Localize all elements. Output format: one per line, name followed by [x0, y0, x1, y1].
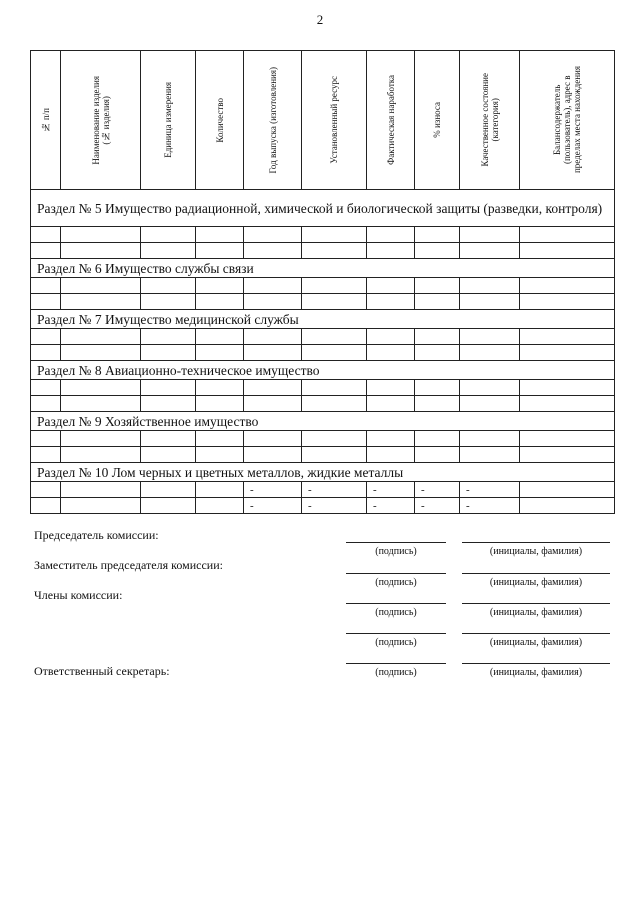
table-cell	[196, 482, 244, 498]
header-cell	[415, 51, 460, 190]
signature-caption: (подпись)	[375, 546, 417, 557]
table-cell	[196, 447, 244, 463]
table-cell	[415, 227, 460, 243]
header-cell	[61, 51, 141, 190]
signature-line	[346, 573, 446, 574]
table-cell: -	[415, 482, 460, 498]
name-line	[462, 573, 610, 574]
table-cell	[196, 396, 244, 412]
name-line	[462, 663, 610, 664]
signature-caption: (подпись)	[375, 667, 417, 678]
header-cell	[520, 51, 615, 190]
section-title: Раздел № 5 Имущество радиационной, химической и биологической защиты (разведки, контроля)	[31, 190, 615, 227]
table-cell	[141, 498, 196, 514]
table-cell	[196, 227, 244, 243]
inventory-table	[30, 50, 615, 514]
table-cell: -	[367, 482, 415, 498]
table-cell	[367, 396, 415, 412]
header-cell	[196, 51, 244, 190]
table-cell	[141, 278, 196, 294]
table-cell	[520, 498, 615, 514]
table-cell	[302, 278, 367, 294]
table-cell	[367, 329, 415, 345]
table-cell	[196, 431, 244, 447]
table-cell	[302, 243, 367, 259]
header-label: Количество	[214, 97, 225, 143]
signature-line	[346, 542, 446, 543]
deputy-label: Заместитель председателя комиссии:	[34, 558, 223, 572]
table-row	[31, 482, 615, 498]
section-row	[31, 463, 615, 482]
section-row	[31, 310, 615, 329]
signature-line	[346, 633, 446, 634]
table-cell	[302, 431, 367, 447]
table-cell	[31, 227, 61, 243]
table-row	[31, 278, 615, 294]
table-cell	[302, 294, 367, 310]
table-cell	[31, 345, 61, 361]
signature-caption: (подпись)	[375, 607, 417, 618]
table-cell	[520, 243, 615, 259]
table-cell	[460, 294, 520, 310]
table-cell	[196, 380, 244, 396]
name-line	[462, 603, 610, 604]
name-caption: (инициалы, фамилия)	[489, 607, 583, 618]
table-cell	[141, 345, 196, 361]
table-cell	[61, 329, 141, 345]
page-number: 2	[316, 12, 324, 27]
table-cell	[367, 380, 415, 396]
table-cell	[141, 294, 196, 310]
table-cell	[31, 294, 61, 310]
table-cell	[415, 329, 460, 345]
header-label: Год выпуска (изготовления)	[267, 66, 278, 174]
table-cell	[460, 396, 520, 412]
header-cell	[367, 51, 415, 190]
table-cell: -	[460, 482, 520, 498]
table-cell	[415, 278, 460, 294]
secretary-label: Ответственный секретарь:	[34, 664, 170, 678]
section-title: Раздел № 10 Лом черных и цветных металлов, жидкие металлы	[31, 463, 615, 482]
table-cell	[367, 243, 415, 259]
table-row	[31, 294, 615, 310]
table-row	[31, 498, 615, 514]
table-cell	[415, 431, 460, 447]
table-cell	[415, 243, 460, 259]
section-row	[31, 412, 615, 431]
table-cell	[244, 396, 302, 412]
table-cell	[520, 329, 615, 345]
name-caption: (инициалы, фамилия)	[489, 577, 583, 588]
table-cell	[367, 278, 415, 294]
table-cell	[31, 380, 61, 396]
table-cell	[196, 294, 244, 310]
signature-caption: (подпись)	[375, 637, 417, 648]
table-cell	[415, 396, 460, 412]
table-cell	[141, 329, 196, 345]
table-cell	[31, 329, 61, 345]
table-cell	[520, 482, 615, 498]
section-row	[31, 361, 615, 380]
header-cell	[460, 51, 520, 190]
header-row	[31, 51, 615, 190]
header-label: Фактическая наработка	[385, 75, 396, 165]
table-cell	[141, 227, 196, 243]
header-cell	[31, 51, 61, 190]
table-cell: -	[244, 482, 302, 498]
table-cell	[61, 345, 141, 361]
table-cell	[31, 447, 61, 463]
header-cell	[141, 51, 196, 190]
section-title: Раздел № 8 Авиационно-техническое имущество	[31, 361, 615, 380]
table-cell	[520, 380, 615, 396]
signature-line	[346, 603, 446, 604]
table-cell: -	[302, 482, 367, 498]
table-cell	[141, 447, 196, 463]
table-cell	[460, 227, 520, 243]
section-row	[31, 259, 615, 278]
table-cell	[460, 345, 520, 361]
table-cell	[141, 482, 196, 498]
name-line	[462, 633, 610, 634]
table-cell	[31, 278, 61, 294]
table-cell	[460, 278, 520, 294]
table-cell	[367, 431, 415, 447]
table-row	[31, 380, 615, 396]
table-cell	[61, 380, 141, 396]
table-cell	[196, 345, 244, 361]
table-cell	[415, 380, 460, 396]
table-cell	[244, 227, 302, 243]
section-title: Раздел № 6 Имущество службы связи	[31, 259, 615, 278]
table-cell	[244, 380, 302, 396]
table-cell	[244, 243, 302, 259]
header-label: Установленный ресурс	[329, 76, 339, 164]
members-label: Члены комиссии:	[34, 588, 123, 602]
table-cell	[244, 329, 302, 345]
table-row	[31, 243, 615, 259]
table-cell	[244, 431, 302, 447]
header-label: Наименование изделия (№ изделия)	[90, 75, 111, 165]
table-cell	[302, 329, 367, 345]
table-cell	[196, 278, 244, 294]
table-cell	[367, 345, 415, 361]
table-cell	[61, 294, 141, 310]
table-cell: -	[244, 498, 302, 514]
table-cell: -	[415, 498, 460, 514]
table-cell: -	[302, 498, 367, 514]
section-row	[31, 190, 615, 227]
table-cell	[31, 482, 61, 498]
table-cell	[520, 431, 615, 447]
table-cell	[520, 447, 615, 463]
table-cell	[460, 329, 520, 345]
table-cell	[460, 431, 520, 447]
table-cell	[415, 294, 460, 310]
header-label: Балансодержатель (пользователь), адрес в пределах места нахождения	[552, 66, 582, 174]
table-cell	[196, 498, 244, 514]
table-row	[31, 396, 615, 412]
table-cell	[244, 294, 302, 310]
table-cell	[415, 447, 460, 463]
table-cell	[367, 447, 415, 463]
table-cell	[302, 345, 367, 361]
table-cell	[31, 431, 61, 447]
table-row	[31, 329, 615, 345]
table-cell	[460, 243, 520, 259]
table-cell	[520, 278, 615, 294]
table-cell	[61, 396, 141, 412]
section-title: Раздел № 9 Хозяйственное имущество	[31, 412, 615, 431]
table-cell	[61, 447, 141, 463]
table-cell	[61, 227, 141, 243]
table-cell: -	[367, 498, 415, 514]
table-cell	[61, 243, 141, 259]
table-cell	[31, 498, 61, 514]
table-cell	[460, 447, 520, 463]
header-label: Единица измерения	[163, 82, 173, 158]
name-caption: (инициалы, фамилия)	[489, 546, 583, 557]
table-cell: -	[460, 498, 520, 514]
table-cell	[196, 329, 244, 345]
table-row	[31, 447, 615, 463]
header-label: Качественное состояние (категория)	[479, 73, 500, 167]
table-cell	[61, 482, 141, 498]
table-cell	[302, 227, 367, 243]
table-cell	[367, 294, 415, 310]
table-cell	[31, 396, 61, 412]
table-cell	[61, 498, 141, 514]
table-cell	[415, 345, 460, 361]
table-cell	[196, 243, 244, 259]
name-caption: (инициалы, фамилия)	[489, 637, 583, 648]
table-row	[31, 345, 615, 361]
table-cell	[302, 447, 367, 463]
header-cell	[302, 51, 367, 190]
table-cell	[520, 294, 615, 310]
table-cell	[61, 278, 141, 294]
table-cell	[460, 380, 520, 396]
table-cell	[302, 380, 367, 396]
table-cell	[244, 345, 302, 361]
section-title: Раздел № 7 Имущество медицинской службы	[31, 310, 615, 329]
table-cell	[61, 431, 141, 447]
header-label: % износа	[432, 102, 442, 138]
table-cell	[31, 243, 61, 259]
header-label: № п/п	[40, 107, 51, 133]
table-cell	[141, 396, 196, 412]
table-row	[31, 227, 615, 243]
table-cell	[520, 396, 615, 412]
table-cell	[141, 380, 196, 396]
chairman-label: Председатель комиссии:	[34, 528, 159, 542]
table-cell	[141, 243, 196, 259]
table-cell	[367, 227, 415, 243]
name-caption: (инициалы, фамилия)	[489, 667, 583, 678]
header-cell	[244, 51, 302, 190]
name-line	[462, 542, 610, 543]
table-cell	[302, 396, 367, 412]
table-row	[31, 431, 615, 447]
table-cell	[141, 431, 196, 447]
signature-line	[346, 663, 446, 664]
signature-caption: (подпись)	[375, 577, 417, 588]
table-cell	[520, 345, 615, 361]
table-cell	[244, 278, 302, 294]
table-cell	[244, 447, 302, 463]
table-cell	[520, 227, 615, 243]
